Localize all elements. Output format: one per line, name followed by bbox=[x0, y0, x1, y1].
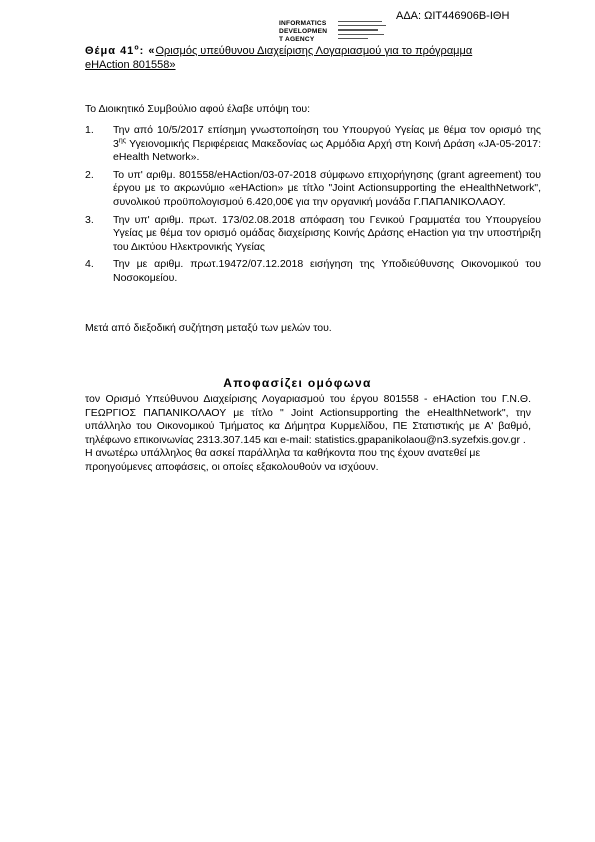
list-item: 4. Την με αριθμ. πρωτ.19472/07.12.2018 εισήγηση της Υποδιεύθυνσης Οικονομικού του Νοσοκομείου. bbox=[85, 258, 541, 284]
decision-paragraph: τον Ορισμό Υπεύθυνου Διαχείρισης Λογαριασμού του έργου 801558 - eHAction του Γ.Ν.Θ. ΓΕΩΡΓΙΟΣ ΠΑΠΑΝΙΚΟΛΑΟΥ με τίτλο " Joint Actionsupporting the eHealthNetwork", την υπάλληλο του Οικονομικού Τμήματος κα Δήμητρα Κυρμελίδου, ΠΕ Στατιστικής με Α' βαθμό, τηλέφωνο επικοινωνίας 2313.307.145 και e-mail: statistics.gpapanikolaou@n3.syzefxis.gov.gr . bbox=[85, 393, 531, 446]
list-item: 2. Το υπ' αριθμ. 801558/eHAction/03-07-2018 σύμφωνο επιχορήγησης (grant agreement) του έργου με το ακρωνύμιο «eHAction» με τίτλο "Joint Actionsupporting the eHealthNetwork", συνολικού προϋπολογισμού 6.420,00€ για την οργανική μονάδα Γ.ΠΑΠΑΝΙΚΟΛΑΟΥ. bbox=[85, 168, 541, 208]
subject-heading bbox=[85, 44, 545, 72]
discussion-note: Μετά από διεξοδική συζήτηση μεταξύ των μελών του. bbox=[85, 322, 332, 334]
list-item: 1. Την από 10/5/2017 επίσημη γνωστοποίηση του Υπουργού Υγείας με θέμα τον ορισμό της $3^{\eta\varsigma}$ Υγειονομικής Περιφέρειας Μακεδονίας ως Αρμόδια Αρχή στη Κοινή Δράση «JA-05-2017: eHealth Network». bbox=[85, 124, 541, 164]
decision-heading: Αποφασίζει ομόφωνα bbox=[223, 376, 372, 390]
intro-text: Το Διοικητικό Συμβούλιο αφού έλαβε υπόψη του: bbox=[85, 103, 311, 115]
list-item: 3. Την υπ' αριθμ. πρωτ. 173/02.08.2018 απόφαση του Γενικού Γραμματέα του Υπουργείου Υγείας με θέμα τον ορισμό ομάδας διαχείρισης Κοινής Δράσης eHaction για την υποστήριξη του Δικτύου Ηλεκτρονικής Υγείας bbox=[85, 213, 541, 253]
stamp-fine-print bbox=[338, 21, 386, 42]
decision-body bbox=[85, 393, 531, 475]
decision-paragraph-2: Η ανωτέρω υπάλληλος θα ασκεί παράλληλα τα καθήκοντα που της έχουν ανατεθεί με προηγούμενες αποφάσεις, οι οποίες εξακολουθούν να ισχύουν. bbox=[85, 447, 481, 473]
subject-title: Ορισμός υπεύθυνου Διαχείρισης Λογαριασμού για το πρόγραμμα bbox=[155, 45, 473, 57]
subject-title-line2: eHAction 801558» bbox=[85, 59, 176, 71]
considerations-list bbox=[85, 124, 541, 290]
ada-code: ΑΔΑ: ΩΙΤ446906Β-ΙΘΗ bbox=[396, 10, 510, 22]
subject-number: Θέμα $41^o$: « bbox=[85, 44, 156, 57]
stamp-text: INFORMATICS DEVELOPMEN T AGENCY bbox=[279, 20, 328, 43]
